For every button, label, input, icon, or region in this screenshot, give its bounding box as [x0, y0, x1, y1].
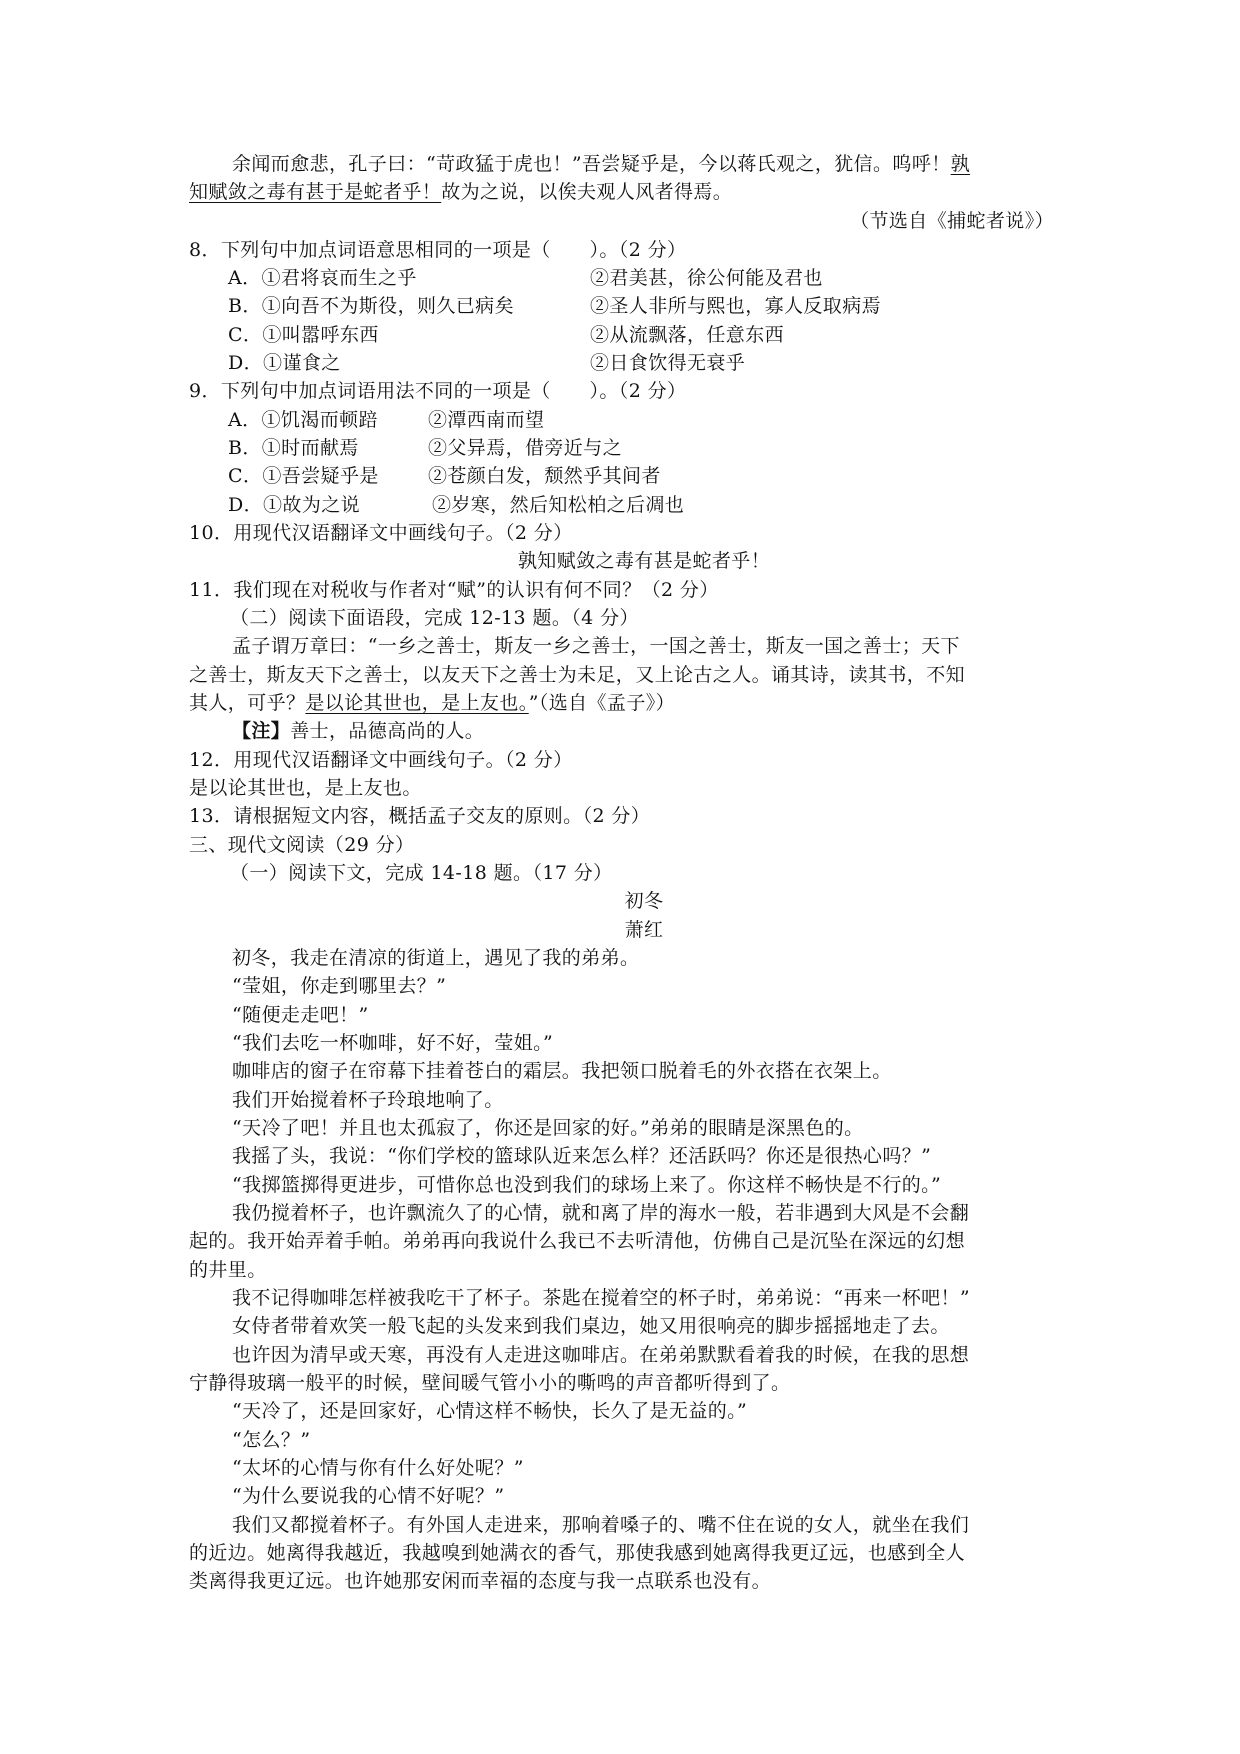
part2-heading: （二）阅读下面语段，完成 12-13 题。（4 分） [230, 607, 639, 629]
story-paragraph: “我们去吃一杯咖啡，好不好，莹姐。” [232, 1032, 554, 1054]
q8-option-d: D．①谨食之 ②日食饮得无衰乎 [228, 352, 746, 374]
story-paragraph: 也许因为清早或天寒，再没有人走进这咖啡店。在弟弟默默看着我的时候，在我的思想 [232, 1344, 970, 1366]
q8-option-c: C．①叫嚣呼东西 ②从流飘落，任意东西 [228, 324, 785, 346]
story-author: 萧红 [624, 919, 664, 941]
question-8-stem: 8．下列句中加点词语意思相同的一项是（ ）。（2 分） [189, 239, 687, 261]
underlined-sentence: 知赋敛之毒有甚于是蛇者乎！ [189, 181, 442, 203]
story-paragraph: 咖啡店的窗子在帘幕下挂着苍白的霜层。我把领口脱着毛的外衣搭在衣架上。 [232, 1060, 892, 1082]
section3-heading: 三、现代文阅读（29 分） [189, 834, 415, 856]
q9-option-d: D．①故为之说 ②岁寒，然后知松柏之后凋也 [228, 494, 685, 516]
passage1-line1: 余闻而愈悲，孔子曰：“苛政猛于虎也！”吾尝疑乎是，今以蒋氏观之，犹信。呜呼！孰 [232, 153, 971, 175]
q9-option-b: B．①时而献焉 ②父异焉，借旁近与之 [228, 437, 623, 459]
underlined-sentence: 孰 [950, 153, 971, 175]
story-paragraph-cont: 宁静得玻璃一般平的时候，壁间暖气管小小的嘶鸣的声音都听得到了。 [189, 1372, 791, 1394]
story-paragraph: 初冬，我走在清凉的街道上，遇见了我的弟弟。 [232, 947, 640, 969]
passage1-line2: 知赋敛之毒有甚于是蛇者乎！故为之说，以俟夫观人风者得焉。 [189, 181, 733, 203]
question-12-stem: 12．用现代汉语翻译文中画线句子。（2 分） [189, 749, 573, 771]
story-paragraph: 我们开始搅着杯子玲琅地响了。 [232, 1089, 504, 1111]
story-paragraph: “天冷了，还是回家好，心情这样不畅快，长久了是无益的。” [232, 1400, 748, 1422]
story-paragraph: 我仍搅着杯子，也许飘流久了的心情，就和离了岸的海水一般，若非遇到大风是不会翻 [232, 1202, 970, 1224]
mencius-line2: 之善士，斯友天下之善士，以友天下之善士为未足，又上论古之人。诵其诗，读其书，不知 [189, 664, 966, 686]
story-paragraph: “天冷了吧！并且也太孤寂了，你还是回家的好。”弟弟的眼睛是深黑色的。 [232, 1117, 864, 1139]
mencius-line3: 其人，可乎？是以论其世也，是上友也。”（选自《孟子》） [189, 692, 676, 714]
underlined-sentence: 是以论其世也，是上友也。 [305, 692, 529, 714]
story-paragraph: “为什么要说我的心情不好呢？” [232, 1485, 505, 1507]
story-paragraph: “莹姐，你走到哪里去？” [232, 975, 447, 997]
story-paragraph: “怎么？” [232, 1429, 311, 1451]
question-13-stem: 13．请根据短文内容，概括孟子交友的原则。（2 分） [189, 805, 651, 827]
story-paragraph-cont: 类离得我更辽远。也许她那安闲而幸福的态度与我一点联系也没有。 [189, 1570, 772, 1592]
story-paragraph: “我掷篮掷得更进步，可惜你总也没到我们的球场上来了。你这样不畅快是不行的。” [232, 1174, 942, 1196]
question-10-sentence: 孰知赋敛之毒有甚是蛇者乎！ [517, 550, 771, 572]
q9-option-c: C．①吾尝疑乎是 ②苍颜白发，颓然乎其间者 [228, 465, 661, 487]
q9-option-a: A．①饥渴而顿踣 ②潭西南而望 [228, 409, 545, 431]
annotation-note: 【注】善士，品德高尚的人。 [232, 720, 485, 742]
story-paragraph: 女侍者带着欢笑一般飞起的头发来到我们桌边，她又用很响亮的脚步摇摇地走了去。 [232, 1315, 950, 1337]
q8-option-a: A．①君将哀而生之乎 ②君美甚，徐公何能及君也 [228, 267, 823, 289]
question-10-stem: 10．用现代汉语翻译文中画线句子。（2 分） [189, 522, 573, 544]
story-paragraph: “随便走走吧！” [232, 1004, 369, 1026]
q8-option-b: B．①向吾不为斯役，则久已病矣 ②圣人非所与熙也，寡人反取病焉 [228, 295, 882, 317]
question-11-stem: 11．我们现在对税收与作者对“赋”的认识有何不同？（2 分） [189, 579, 719, 601]
section3-sub-heading: （一）阅读下文，完成 14-18 题。（17 分） [230, 862, 613, 884]
story-paragraph-cont: 的井里。 [189, 1259, 267, 1281]
story-paragraph: “太坏的心情与你有什么好处呢？” [232, 1457, 524, 1479]
story-paragraph-cont: 的近边。她离得我越近，我越嗅到她满衣的香气，那使我感到她离得我更辽远，也感到全人 [189, 1542, 966, 1564]
question-12-sentence: 是以论其世也，是上友也。 [189, 777, 422, 799]
mencius-line1: 孟子谓万章曰：“一乡之善士，斯友一乡之善士，一国之善士，斯友一国之善士；天下 [232, 635, 960, 657]
story-paragraph: 我们又都搅着杯子。有外国人走进来，那响着嗓子的、嘴不住在说的女人，就坐在我们 [232, 1514, 970, 1536]
story-paragraph-cont: 起的。我开始弄着手帕。弟弟再向我说什么我已不去听清他，仿佛自己是沉坠在深远的幻想 [189, 1230, 966, 1252]
story-title: 初冬 [624, 890, 664, 912]
story-paragraph: 我摇了头，我说：“你们学校的篮球队近来怎么样？还活跃吗？你还是很热心吗？” [232, 1145, 932, 1167]
question-9-stem: 9．下列句中加点词语用法不同的一项是（ ）。（2 分） [189, 380, 687, 402]
passage1-source: （节选自《捕蛇者说》） [850, 210, 1054, 232]
story-paragraph: 我不记得咖啡怎样被我吃干了杯子。茶匙在搅着空的杯子时，弟弟说：“再来一杯吧！” [232, 1287, 971, 1309]
